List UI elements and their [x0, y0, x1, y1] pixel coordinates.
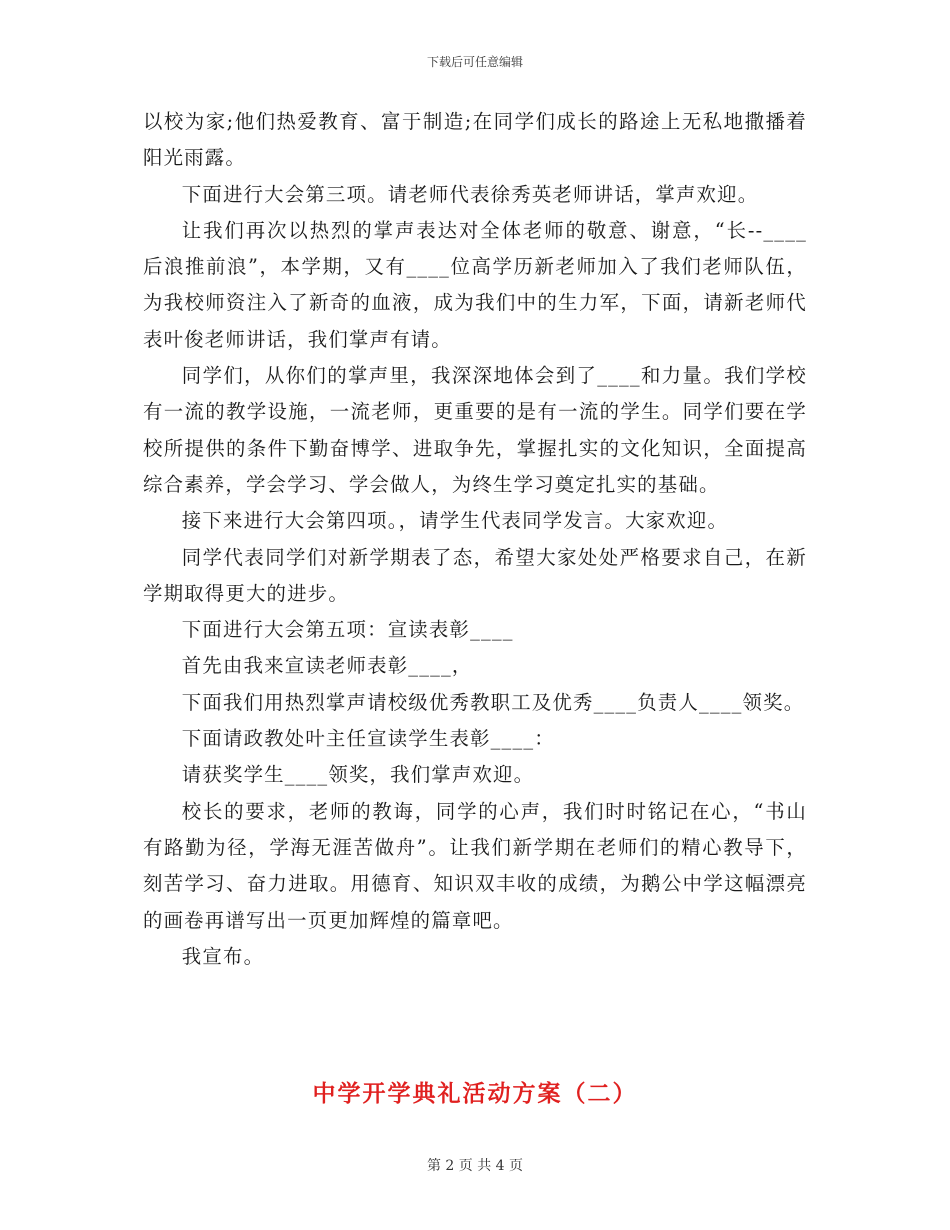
page-number-footer: 第 2 页 共 4 页 — [426, 1158, 524, 1174]
document-body — [143, 104, 807, 975]
paragraph: 以校为家;他们热爱教育、富于制造;在同学们成长的路途上无私地撒播着阳光雨露。 — [143, 110, 807, 170]
paragraph: 下面进行大会第五项：宣读表彰____ — [181, 618, 514, 642]
paragraph: 我宣布。 — [181, 944, 265, 968]
paragraph: 接下来进行大会第四项。，请学生代表同学发言。大家欢迎。 — [181, 509, 729, 533]
page-header: 下载后可任意编辑 — [426, 55, 523, 69]
paragraph: 校长的要求，老师的教诲，同学的心声，我们时时铭记在心，“书山有路勤为径，学海无涯苦做舟”。让我们新学期在老师们的精心教导下，刻苦学习、奋力进取。用德育、知识双丰收的成绩，为鹅公中学这幅漂亮的画卷再谱写出一页更加辉煌的篇章吧。 — [143, 799, 807, 932]
paragraph: 首先由我来宣读老师表彰____， — [181, 654, 473, 678]
paragraph: 请获奖学生____领奖，我们掌声欢迎。 — [181, 763, 535, 787]
paragraph: 同学代表同学们对新学期表了态，希望大家处处严格要求自己，在新学期取得更大的进步。 — [143, 545, 807, 605]
paragraph: 下面我们用热烈掌声请校级优秀教职工及优秀____负责人____领奖。 — [181, 690, 805, 714]
paragraph: 下面请政教处叶主任宣读学生表彰____： — [181, 727, 555, 751]
paragraph: 下面进行大会第三项。请老师代表徐秀英老师讲话，掌声欢迎。 — [181, 182, 759, 206]
paragraph: 让我们再次以热烈的掌声表达对全体老师的敬意、谢意，“长--____后浪推前浪”，本学期，又有____位高学历新老师加入了我们老师队伍，为我校师资注入了新奇的血液，成为我们中的生力军，下面，请新老师代表叶俊老师讲话，我们掌声有请。 — [143, 218, 807, 351]
paragraph: 同学们，从你们的掌声里，我深深地体会到了____和力量。我们学校有一流的教学设施，一流老师，更重要的是有一流的学生。同学们要在学校所提供的条件下勤奋博学、进取争先，掌握扎实的文化知识，全面提高综合素养，学会学习、学会做人，为终生学习奠定扎实的基础。 — [143, 364, 807, 496]
section-title: 中学开学典礼活动方案（二） — [312, 1081, 638, 1107]
